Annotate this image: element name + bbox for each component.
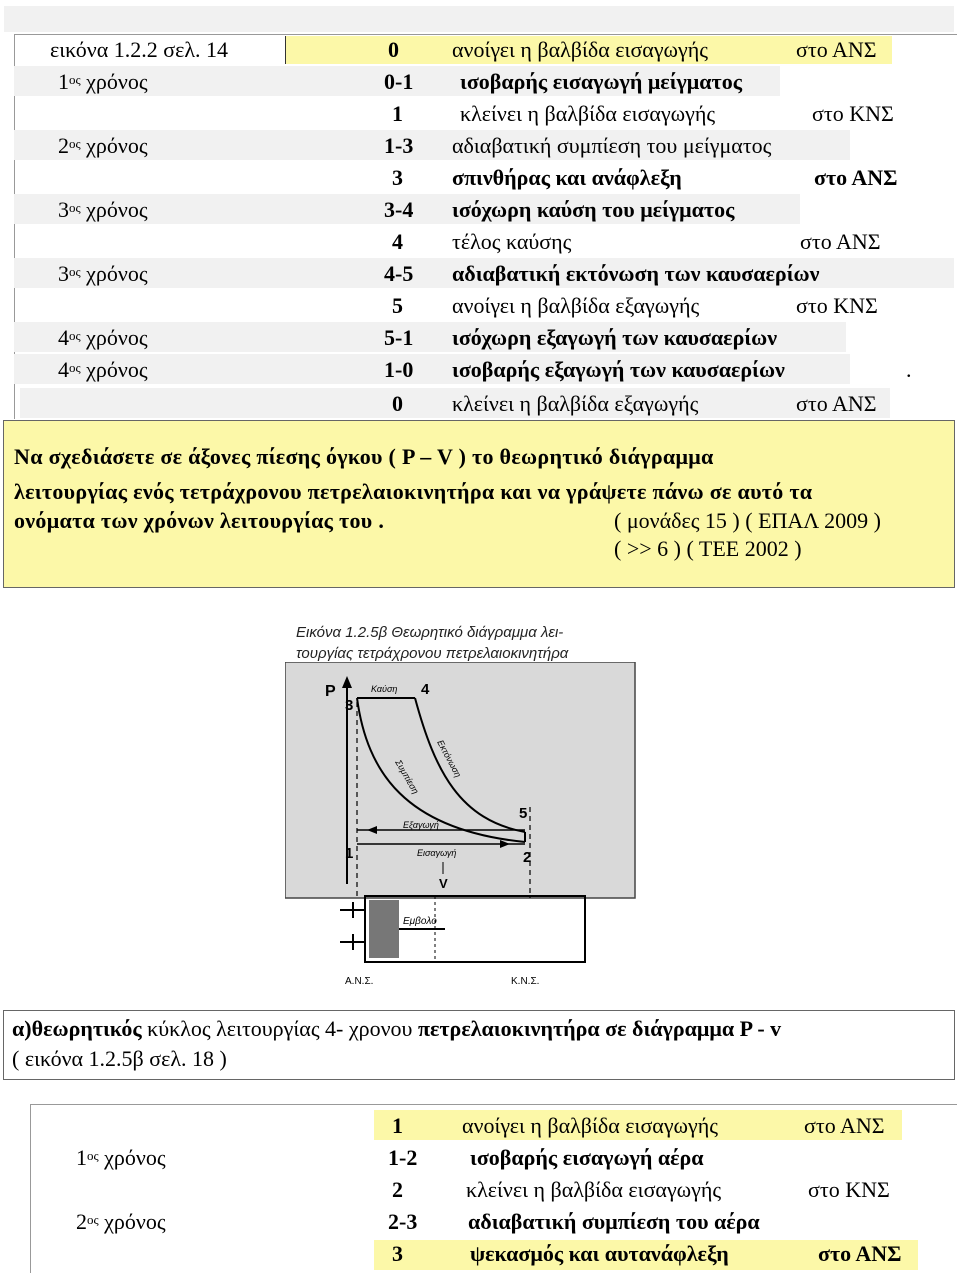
point-label: 1 bbox=[345, 845, 354, 862]
kns-label: Κ.Ν.Σ. bbox=[511, 976, 540, 987]
axis-label-v: V bbox=[439, 876, 448, 891]
curve-label-eisagogi: Εισαγωγή bbox=[417, 848, 457, 858]
marks-line-1: ( μονάδες 15 ) ( ΕΠΑΛ 2009 ) bbox=[614, 508, 881, 533]
section-a-box bbox=[3, 1010, 955, 1080]
table-row: 0 κλείνει η βαλβίδα εξαγωγής στο ΑΝΣ bbox=[392, 391, 877, 416]
valves bbox=[340, 902, 365, 950]
table-row: 3 σπινθήρας και ανάφλεξη στο ΑΝΣ bbox=[392, 165, 898, 190]
table-row: $2^{o\varsigma}$ χρόνος 2-3 αδιαβατική συμπίεση του αέρα bbox=[76, 1209, 760, 1234]
caption-line-1: Εικόνα 1.2.5β Θεωρητικό διάγραμμα λει- bbox=[296, 624, 564, 641]
point-label: 5 bbox=[519, 805, 528, 822]
diagram-panel bbox=[285, 662, 635, 898]
curve-label-ektonosi: Εκτόνωση bbox=[435, 738, 464, 779]
table-row: 4 τέλος καύσης στο ΑΝΣ bbox=[392, 229, 881, 254]
table-row: 1 κλείνει η βαλβίδα εισαγωγής στο ΚΝΣ bbox=[392, 101, 894, 126]
top-table bbox=[0, 0, 960, 420]
question-box bbox=[3, 420, 955, 588]
piston-label: Εμβολο bbox=[403, 916, 437, 927]
marks-line-2: ( >> 6 ) ( ΤΕΕ 2002 ) bbox=[614, 536, 802, 561]
table-row: 2 κλείνει η βαλβίδα εισαγωγής στο ΚΝΣ bbox=[392, 1177, 890, 1202]
question-line-1: Να σχεδιάσετε σε άξονες πίεσης όγκου ( P – V ) το θεωρητικό διάγραμμα bbox=[14, 444, 714, 469]
question-line-3: ονόματα των χρόνων λειτουργίας του . bbox=[14, 508, 385, 533]
table-row: $2^{o\varsigma}$ χρόνος 1-3 αδιαβατική συμπίεση του μείγματος bbox=[58, 133, 772, 158]
curve-label-kafsi: Καύση bbox=[371, 684, 398, 694]
table-row: $3^{o\varsigma}$ χρόνος 4-5 αδιαβατική εκτόνωση των καυσαερίων bbox=[58, 261, 820, 286]
piston bbox=[369, 900, 399, 958]
figure-reference: εικόνα 1.2.2 σελ. 14 bbox=[50, 37, 228, 62]
bottom-table bbox=[0, 1100, 960, 1274]
ans-label: Α.Ν.Σ. bbox=[345, 976, 374, 987]
section-a-title: α)θεωρητικός κύκλος λειτουργίας 4- χρονου πετρελαιοκινητήρα σε διάγραμμα P - v bbox=[12, 1016, 782, 1041]
curve-label-exagogi: Εξαγωγή bbox=[403, 820, 439, 830]
table-row: 1 ανοίγει η βαλβίδα εισαγωγής στο ΑΝΣ bbox=[392, 1113, 885, 1138]
pv-diagram-figure bbox=[285, 662, 645, 992]
table-row: 0 ανοίγει η βαλβίδα εισαγωγής στο ΑΝΣ bbox=[388, 37, 877, 62]
table-row: $3^{o\varsigma}$ χρόνος 3-4 ισόχωρη καύση του μείγματος bbox=[58, 197, 735, 222]
table-row: $1^{o\varsigma}$ χρόνος 1-2 ισοβαρής εισαγωγή αέρα bbox=[76, 1145, 704, 1170]
table-row: 5 ανοίγει η βαλβίδα εξαγωγής στο ΚΝΣ bbox=[392, 293, 878, 318]
table-row: 3 ψεκασμός και αυτανάφλεξη στο ΑΝΣ bbox=[392, 1241, 902, 1266]
figure-caption bbox=[296, 622, 568, 664]
table-row: $1^{o\varsigma}$ χρόνος 0-1 ισοβαρής εισαγωγή μείγματος bbox=[58, 69, 742, 94]
point-label: 4 bbox=[421, 681, 430, 698]
caption-line-2: τουργίας τετράχρονου πετρελαιοκινητήρα bbox=[296, 645, 569, 662]
top-gray-band bbox=[4, 6, 954, 32]
axis-label-p: P bbox=[325, 683, 336, 700]
question-line-2: λειτουργίας ενός τετράχρονου πετρελαιοκινητήρα και να γράψετε πάνω σε αυτό τα bbox=[14, 479, 813, 504]
table-row: $4^{o\varsigma}$ χρόνος 5-1 ισόχωρη εξαγωγή των καυσαερίων bbox=[58, 325, 778, 350]
curve-label-sympiesi: Συμπίεση bbox=[393, 758, 421, 796]
table-row: $4^{o\varsigma}$ χρόνος 1-0 ισοβαρής εξαγωγή των καυσαερίων . bbox=[58, 357, 912, 382]
section-a-ref: ( εικόνα 1.2.5β σελ. 18 ) bbox=[12, 1046, 227, 1071]
point-label: 3 bbox=[345, 697, 354, 714]
point-label: 2 bbox=[523, 849, 532, 866]
